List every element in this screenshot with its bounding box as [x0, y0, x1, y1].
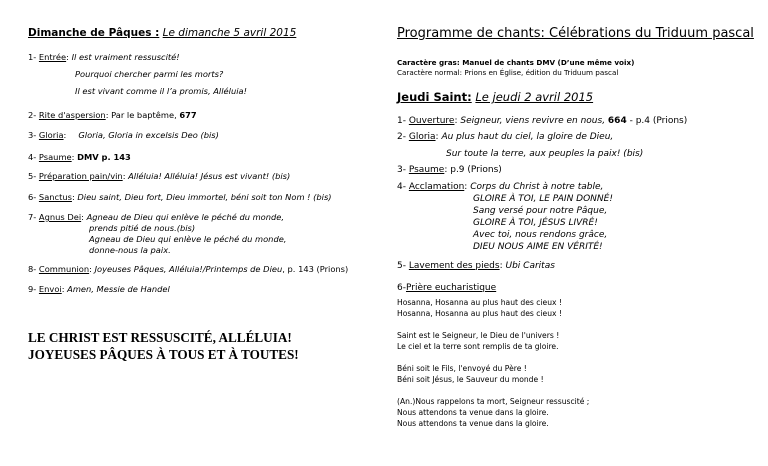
item-agnus-line4: donne-nous la paix.	[89, 245, 171, 255]
item-preparation	[28, 171, 290, 181]
item-sep: :	[71, 192, 78, 202]
item-bold: DMV p. 143	[77, 152, 131, 162]
item-text: Par le baptême,	[111, 110, 180, 120]
item-ouverture	[397, 116, 687, 126]
item-communion	[28, 264, 348, 274]
prayer-line	[397, 352, 589, 363]
item-sanctus	[28, 192, 332, 202]
item-gloria-jeudi-line2: Sur toute la terre, aux peuples la paix! (bis)	[446, 149, 644, 159]
item-number: 3-	[28, 130, 39, 140]
item-sep: :	[81, 212, 87, 222]
jeudi-heading-label: Jeudi Saint:	[397, 90, 472, 104]
item-sep: :	[89, 264, 95, 274]
item-entree-line2: Pourquoi chercher parmi les morts?	[75, 69, 224, 79]
easter-heading-label: Dimanche de Pâques :	[28, 27, 160, 39]
item-acclamation	[397, 182, 603, 192]
item-plain: - p.4 (Prions)	[626, 116, 688, 126]
item-name: Gloria	[38, 130, 64, 140]
prayer-line: Le ciel et la terre sont remplis de ta gloire.	[397, 342, 559, 351]
item-plain: p.9 (Prions)	[450, 165, 502, 175]
item-name: Préparation pain/vin	[38, 171, 123, 181]
item-number: 6-	[28, 192, 39, 202]
item-number: 4-	[397, 182, 409, 192]
item-name: Sanctus	[38, 192, 72, 202]
item-sep: :	[444, 165, 451, 175]
prayer-line	[397, 319, 589, 330]
item-name: Envoi	[38, 284, 62, 294]
acclamation-line-6: DIEU NOUS AIME EN VÉRITÉ!	[473, 242, 603, 252]
prayer-line: Nous attendons ta venue dans la gloire.	[397, 419, 549, 428]
item-sep: :	[71, 152, 78, 162]
item-name: Psaume	[408, 165, 445, 175]
item-plain: , p. 143 (Prions)	[282, 264, 349, 274]
item-name: Psaume	[38, 152, 72, 162]
item-number: 6-	[397, 283, 406, 293]
item-number: 1-	[28, 52, 39, 62]
item-bold: 664	[607, 116, 627, 126]
prayer-line: Hosanna, Hosanna au plus haut des cieux !	[397, 298, 562, 307]
item-priere	[397, 283, 496, 293]
jeudi-heading-date: Le jeudi 2 avril 2015	[475, 90, 594, 104]
legend-bold: Caractère gras: Manuel de chants DMV (D’une même voix)	[397, 58, 635, 67]
item-sep: :	[122, 171, 129, 181]
item-number: 7-	[28, 212, 39, 222]
item-lavement	[397, 261, 555, 271]
acclamation-line-5: Avec toi, nous rendons grâce,	[473, 230, 608, 240]
item-number: 2-	[28, 110, 39, 120]
item-sep: :	[454, 116, 461, 126]
item-number: 5-	[397, 261, 409, 271]
prayer-line	[397, 385, 589, 396]
item-number: 3-	[397, 165, 409, 175]
item-entree	[28, 52, 180, 62]
item-sep: :	[435, 132, 442, 142]
prayer-line: Saint est le Seigneur, le Dieu de l'univers !	[397, 331, 560, 340]
prayer-line: Nous attendons ta venue dans la gloire.	[397, 408, 549, 417]
item-name: Agnus Dei	[38, 212, 82, 222]
item-text: Amen, Messie de Handel	[67, 284, 170, 294]
item-sep: :	[66, 52, 72, 62]
item-psaume-jeudi	[397, 165, 502, 175]
item-name: Gloria	[408, 132, 436, 142]
acclamation-line-2: GLOIRE À TOI, LE PAIN DONNÉ!	[473, 194, 613, 204]
item-number: 1-	[397, 116, 409, 126]
item-agnus-line2: prends pitié de nous.(bis)	[89, 223, 196, 233]
item-text: Agneau de Dieu qui enlève le péché du monde,	[86, 212, 285, 222]
item-number: 9-	[28, 284, 39, 294]
item-number: 8-	[28, 264, 39, 274]
item-text: Joyeuses Pâques, Alléluia!/Printemps de Dieu	[94, 264, 283, 274]
item-text: Ubi Caritas	[505, 261, 555, 271]
item-gloria	[28, 130, 219, 140]
closing-line-2: JOYEUSES PÂQUES À TOUS ET À TOUTES!	[28, 347, 299, 362]
item-name: Communion	[38, 264, 90, 274]
item-envoi	[28, 284, 170, 294]
item-sep: :	[499, 261, 506, 271]
item-text: Dieu saint, Dieu fort, Dieu immortel, béni soit ton Nom ! (bis)	[77, 192, 332, 202]
item-name: Rite d'aspersion	[38, 110, 106, 120]
item-name: Acclamation	[408, 182, 465, 192]
item-sep: :	[63, 130, 67, 140]
prayer-line: Hosanna, Hosanna au plus haut des cieux !	[397, 309, 562, 318]
acclamation-line-4: GLOIRE À TOI, JÉSUS LIVRÉ!	[473, 218, 598, 228]
item-sep: :	[464, 182, 471, 192]
item-bold: 677	[179, 110, 197, 120]
item-sep: :	[105, 110, 112, 120]
item-agnus	[28, 212, 284, 222]
prayer-line: (An.)Nous rappelons ta mort, Seigneur ressuscité ;	[397, 397, 590, 406]
item-number: 4-	[28, 152, 39, 162]
jeudi-heading	[397, 90, 593, 104]
prayer-text	[397, 297, 589, 429]
item-sep: :	[61, 284, 68, 294]
item-text: Seigneur, viens revivre en nous,	[460, 116, 608, 126]
item-aspersion	[28, 110, 197, 120]
item-name: Prière eucharistique	[405, 283, 497, 293]
item-text: Gloria, Gloria in excelsis Deo (bis)	[78, 130, 219, 140]
item-text: Il est vraiment ressuscité!	[71, 52, 180, 62]
easter-heading-date: Le dimanche 5 avril 2015	[162, 27, 297, 39]
item-entree-line3: Il est vivant comme il l’a promis, Alléluia!	[75, 86, 247, 96]
item-text: Alléluia! Alléluia! Jésus est vivant! (bis)	[128, 171, 291, 181]
item-text: Corps du Christ à notre table,	[470, 182, 604, 192]
item-text: Au plus haut du ciel, la gloire de Dieu,	[441, 132, 614, 142]
legend-normal: Caractère normal: Prions en Église, édition du Triduum pascal	[397, 68, 619, 77]
easter-heading	[28, 27, 296, 39]
closing-line-1: LE CHRIST EST RESSUSCITÉ, ALLÉLUIA!	[28, 330, 292, 345]
prayer-line: Béni soit Jésus, le Sauveur du monde !	[397, 375, 544, 384]
item-agnus-line3: Agneau de Dieu qui enlève le péché du monde,	[89, 234, 287, 244]
item-psaume	[28, 152, 131, 162]
item-number: 2-	[397, 132, 409, 142]
item-name: Ouverture	[408, 116, 455, 126]
item-gloria-jeudi	[397, 132, 613, 142]
acclamation-line-3: Sang versé pour notre Pâque,	[473, 206, 608, 216]
item-number: 5-	[28, 171, 39, 181]
item-name: Lavement des pieds	[408, 261, 500, 271]
prayer-line: Béni soit le Fils, l'envoyé du Père !	[397, 364, 527, 373]
page-title: Programme de chants: Célébrations du Triduum pascal	[397, 26, 754, 41]
item-name: Entrée	[38, 52, 67, 62]
